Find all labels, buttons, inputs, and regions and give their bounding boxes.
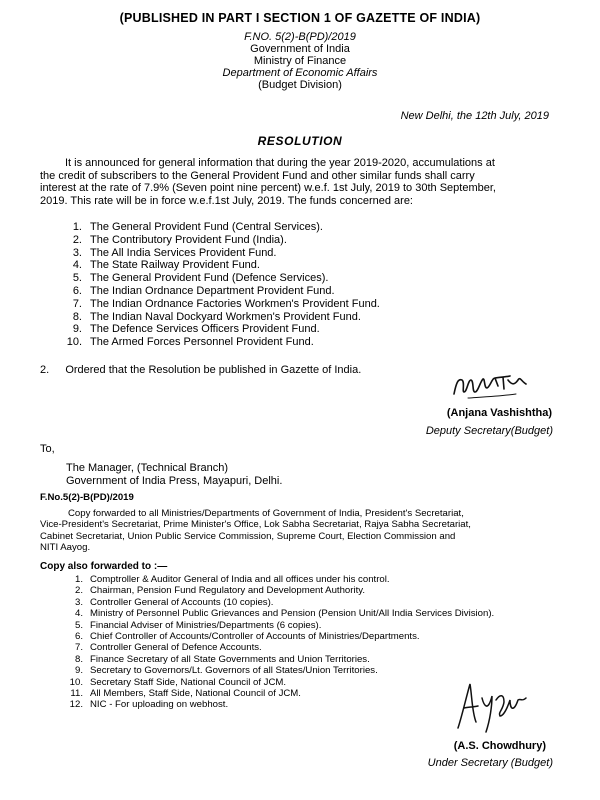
order-text: Ordered that the Resolution be published in Gazette of India. [65,364,362,376]
copy-also-label: Copy also forwarded to :— [40,561,168,572]
copy-line: Vice-President's Secretariat, Prime Minister's Office, Lok Sabha Secretariat, Rajya Sabha Secretariat, [40,519,471,531]
fund-item: 9. The Defence Services Officers Provident Fund. [72,323,320,336]
copy-line: Cabinet Secretariat, Union Public Service Commission, Supreme Court, Election Commission and [40,530,456,542]
intro-paragraph [40,157,560,207]
copy-item: 11. All Members, Staff Side, National Council of JCM. [70,688,301,700]
copy-item: 8. Finance Secretary of all State Governments and Union Territories. [74,653,370,665]
fund-item: 8. The Indian Naval Dockyard Workmen's Provident Fund. [72,310,361,323]
resolution-heading: RESOLUTION [257,134,343,148]
copy-forwarded-paragraph [40,508,552,554]
copy-item: 12. NIC - For uploading on webhost. [69,699,229,711]
signatory1-designation: Deputy Secretary(Budget) [425,425,553,437]
order-paragraph [40,364,361,376]
copy-line: Copy forwarded to all Ministries/Departments of Government of India, President's Secretariat, [68,508,464,519]
intro-line: the credit of subscribers to the General Provident Fund and other similar funds shall carry [40,169,475,182]
department-name: Department of Economic Affairs [222,67,378,79]
copy-item: 6. Chief Controller of Accounts/Controller of Accounts of Ministries/Departments. [74,631,420,643]
division-name: (Budget Division) [258,79,342,91]
copy-item: 2. Chairman, Pension Fund Regulatory and Development Authority. [74,585,365,597]
fund-item: 5. The General Provident Fund (Defence Services). [72,272,329,285]
copy-item: 9. Secretary to Governors/Lt. Governors of all States/Union Territories. [74,665,378,677]
signatory2-designation: Under Secretary (Budget) [427,757,553,769]
ministry-name: Ministry of Finance [253,55,347,67]
fund-item: 2. The Contributory Provident Fund (India). [72,233,287,246]
recipient-line1: The Manager, (Technical Branch) [66,462,229,474]
signatory2-name: (A.S. Chowdhury) [453,740,546,752]
gazette-publication-title: (PUBLISHED IN PART I SECTION 1 OF GAZETTE OF INDIA) [119,11,481,25]
file-number-2: F.No.5(2)-B(PD)/2019 [40,492,134,503]
order-number: 2. [40,364,50,376]
signature-anjana-vashishtha [448,370,528,404]
copy-item: 4. Ministry of Personnel Public Grievances and Pension (Pension Unit/All India Services Division). [74,608,495,620]
signature-as-chowdhury [448,676,538,736]
fund-item: 1. The General Provident Fund (Central Services). [72,221,323,233]
funds-list [66,221,380,349]
fund-item: 7. The Indian Ordnance Factories Workmen's Provident Fund. [72,297,380,310]
fund-item: 3. The All India Services Provident Fund. [72,246,277,259]
copy-item: 5. Financial Adviser of Ministries/Departments (6 copies). [74,619,322,631]
signatory1-name: (Anjana Vashishtha) [446,407,552,419]
file-number: F.NO. 5(2)-B(PD)/2019 [244,31,356,43]
to-label: To, [40,443,55,455]
place-date: New Delhi, the 12th July, 2019 [400,110,549,122]
fund-item: 6. The Indian Ordnance Department Provident Fund. [72,284,335,297]
copy-line: NITI Aayog. [40,542,91,554]
copy-item: 10. Secretary Staff Side, National Council of JCM. [69,676,287,688]
intro-line: It is announced for general information that during the year 2019-2020, accumulations at [65,157,495,169]
government-name: Government of India [250,43,350,55]
copy-distribution-list [69,574,495,711]
copy-item: 7. Controller General of Defence Accounts. [74,642,262,654]
intro-line: 2019. This rate will be in force w.e.f.1st July, 2019. The funds concerned are: [40,194,413,207]
intro-line: interest at the rate of 7.9% (Seven point nine percent) w.e.f. 1st July, 2019 to 30th September, [40,182,496,195]
recipient-line2: Government of India Press, Mayapuri, Delhi. [66,475,283,487]
fund-item: 4. The State Railway Provident Fund. [72,259,260,272]
copy-item: 1. Comptroller & Auditor General of India and all offices under his control. [74,574,390,585]
fund-item: 10. The Armed Forces Personnel Provident Fund. [66,336,314,349]
copy-item: 3. Controller General of Accounts (10 copies). [74,596,274,608]
